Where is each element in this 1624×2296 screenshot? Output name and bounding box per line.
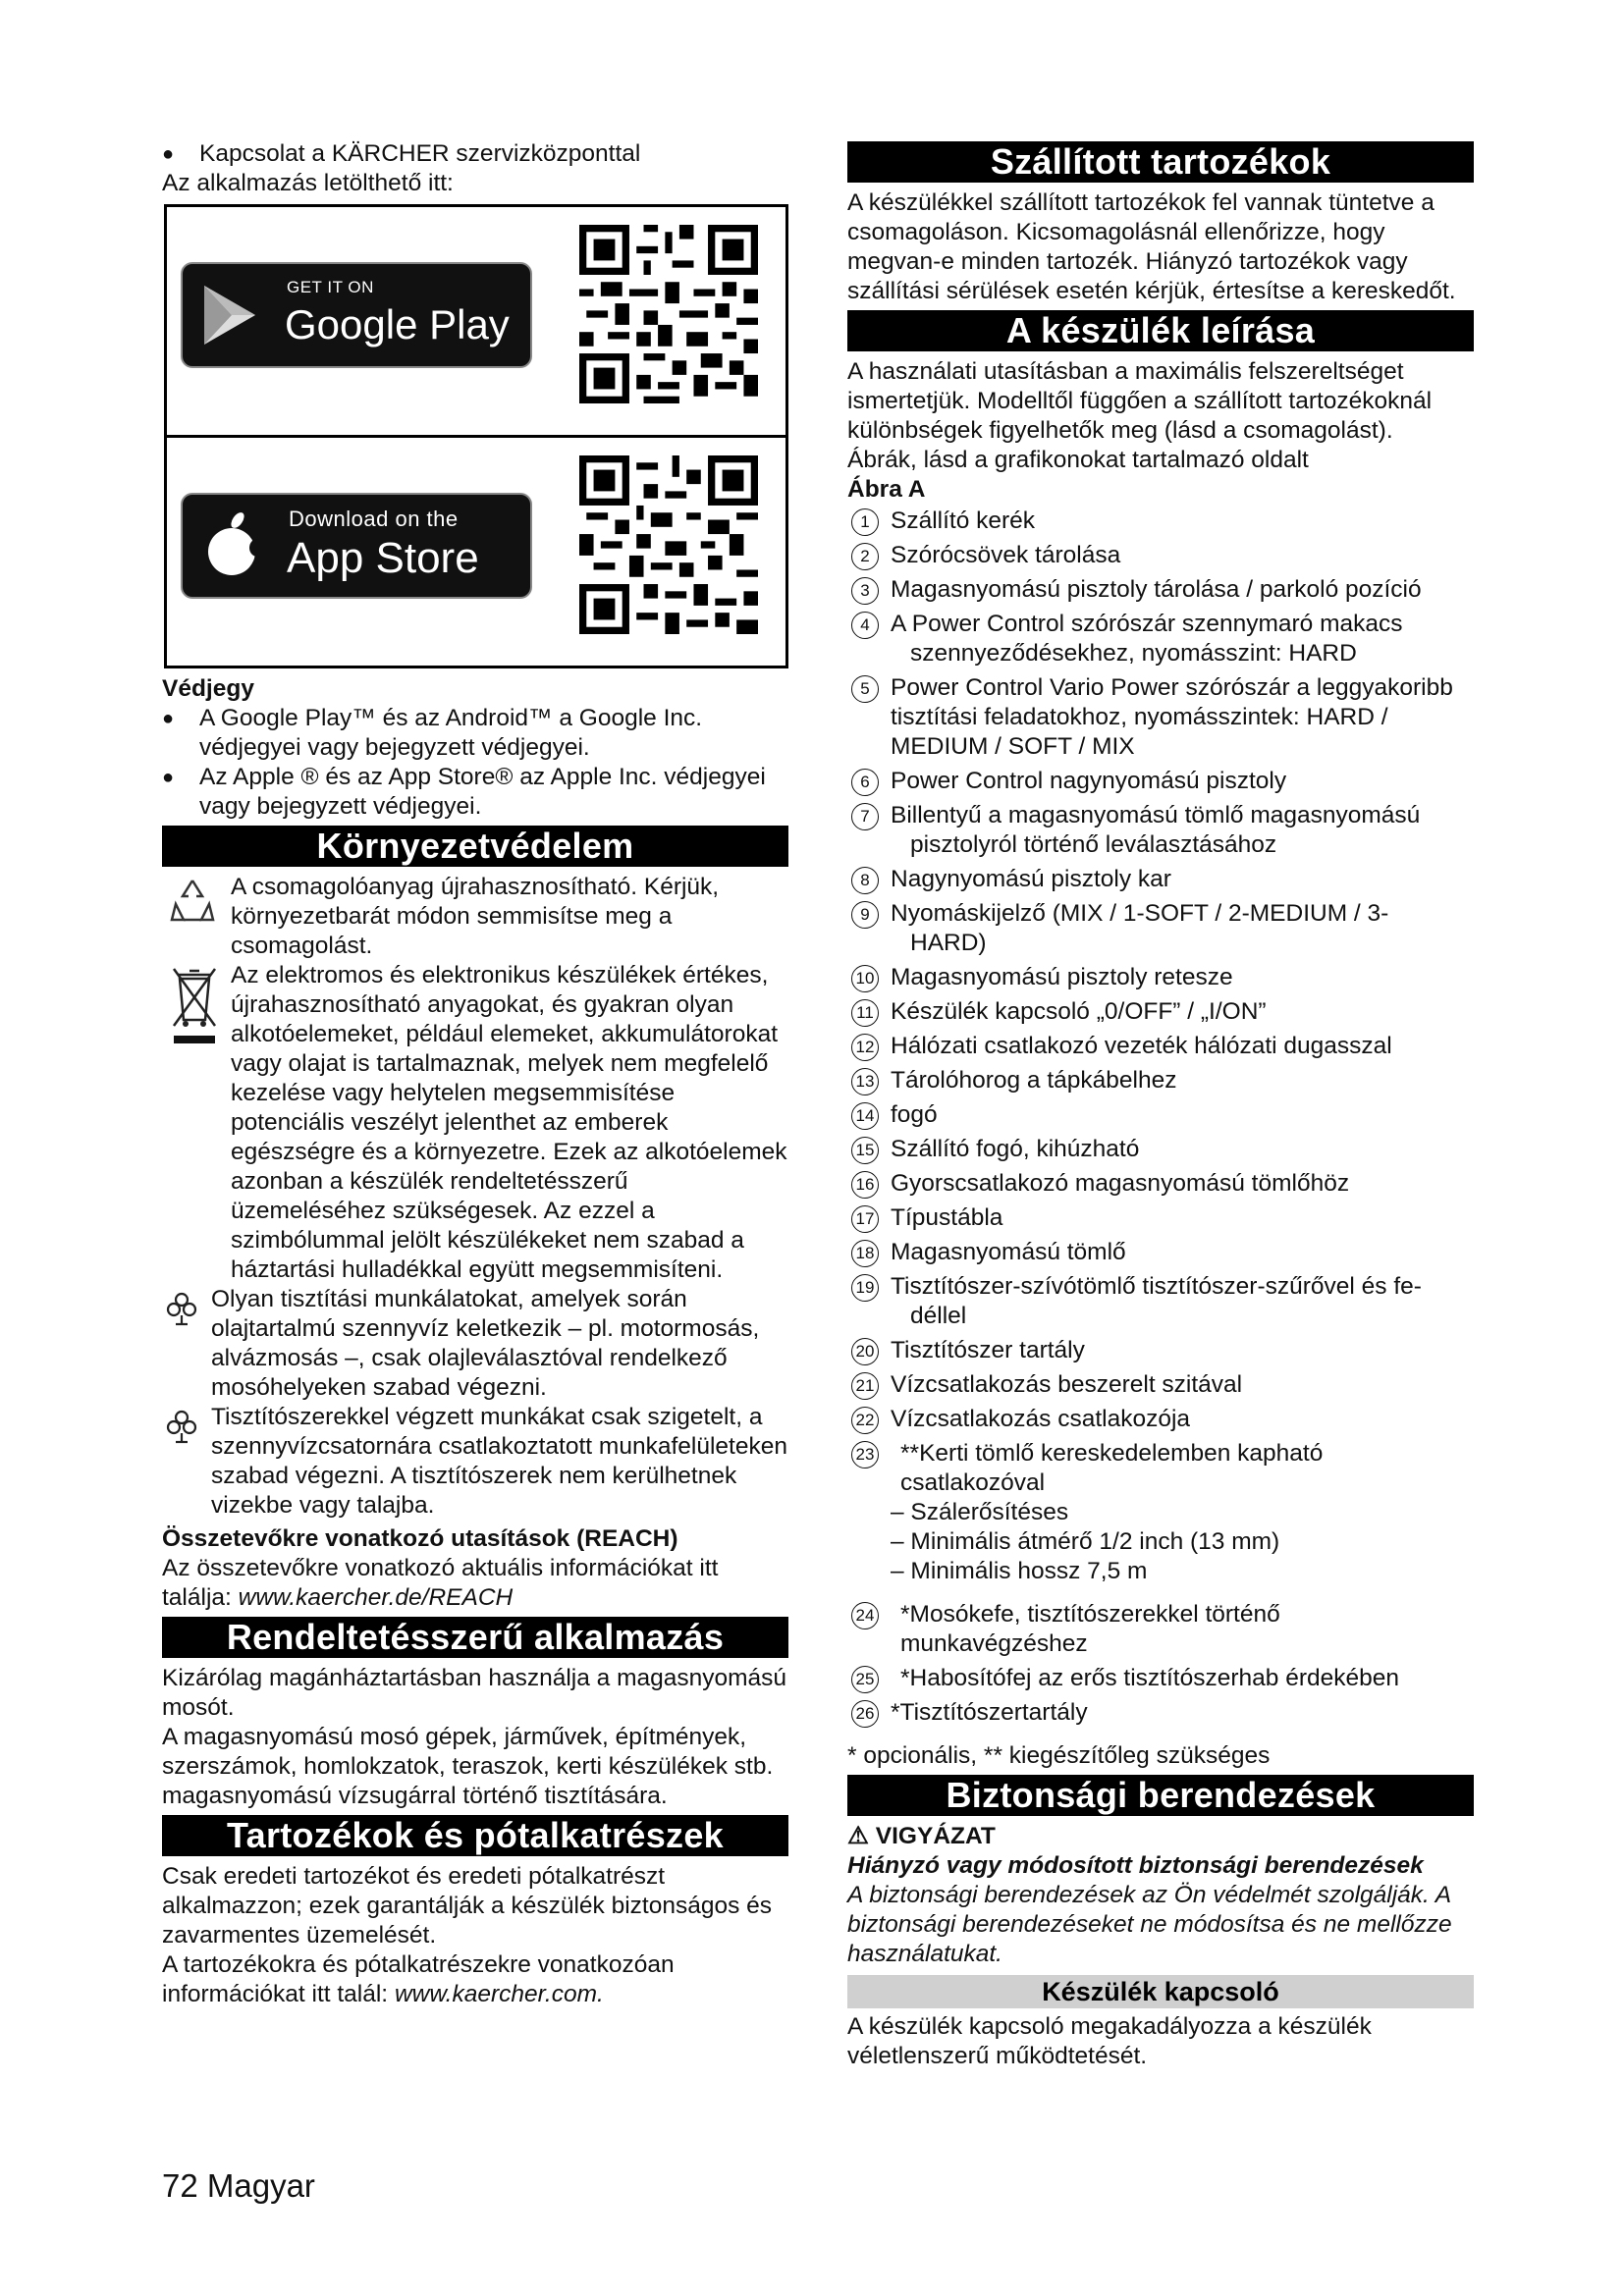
warning-word: VIGYÁZAT [875, 1823, 996, 1849]
item-text: Nyomáskijelző (MIX / 1-SOFT / 2-MEDIUM / 3- [891, 900, 1389, 927]
trademark-bullet-1: ● A Google Play™ és az Android™ a Google Inc. védjegyei vagy bejegyzett védjegyei. [162, 704, 788, 763]
list-item [847, 1169, 1474, 1199]
item-text: Tisztítószer-szívótömlő tisztítószer-szűrővel és fe- [891, 1273, 1422, 1300]
item-number: 14 [851, 1102, 879, 1130]
list-item [847, 801, 1474, 860]
item-text: Power Control nagynyomású pisztoly [891, 768, 1287, 794]
oil-water-icon [166, 1409, 197, 1444]
item-text: *Habosítófej az erős tisztítószerhab érdekében [900, 1665, 1399, 1691]
item-number: 22 [851, 1407, 879, 1434]
env-packaging-para [162, 873, 788, 961]
list-item [847, 767, 1474, 796]
item-text: Gyorscsatlakozó magasnyomású tömlőhöz [891, 1170, 1350, 1197]
accessories-heading: Tartozékok és pótalkatrészek [162, 1815, 788, 1856]
item-number: 7 [851, 803, 879, 830]
list-item [847, 1405, 1474, 1434]
item-number: 18 [851, 1240, 879, 1267]
env-heading: Környezetvédelem [162, 826, 788, 867]
description-text: A használati utasításban a maximális felszereltséget ismertetjük. Modelltől függően a szállított tartozékoknál különbségek figyelhetők meg (lásd a csomagolást). [847, 358, 1433, 444]
google-play-row [167, 207, 785, 435]
item-text: A Power Control szórószár szennymaró makacs [891, 611, 1403, 637]
list-item [847, 1238, 1474, 1267]
item-text: Tisztítószer tartály [891, 1337, 1085, 1363]
item-text: fogó [891, 1101, 938, 1128]
item23-sub-2: – Minimális átmérő 1/2 inch (13 mm) [891, 1528, 1280, 1555]
switch-text: A készülék kapcsoló megakadályozza a készülék véletlenszerű működtetését. [847, 2013, 1372, 2069]
item-number: 17 [851, 1205, 879, 1233]
item-number: 10 [851, 965, 879, 992]
app-store-qr-code [579, 455, 758, 634]
item-text: Vízcsatlakozás beszerelt szitával [891, 1371, 1243, 1398]
description-heading: A készülék leírása [847, 310, 1474, 351]
item-number: 12 [851, 1034, 879, 1061]
oil-water-icon [166, 1291, 197, 1326]
item-text: Hálózati csatlakozó vezeték hálózati dugasszal [891, 1033, 1392, 1059]
item-number: 13 [851, 1068, 879, 1095]
accessories-p2: A tartozékokra és pótalkatrészekre vonatkozóan információkat itt talál: [162, 1951, 675, 2007]
right-column [847, 139, 1474, 2071]
item-text: Szórócsövek tárolása [891, 542, 1121, 568]
item-text: Típustábla [891, 1204, 1003, 1231]
item-text: Szállító fogó, kihúzható [891, 1136, 1140, 1162]
app-store-badge[interactable] [181, 493, 532, 599]
intro-line: Az alkalmazás letölthető itt: [162, 170, 454, 196]
intended-use-heading: Rendeltetésszerű alkalmazás [162, 1617, 788, 1658]
trademark-title: Védjegy [162, 675, 254, 702]
list-item [847, 1135, 1474, 1164]
reach-title: Összetevőkre vonatkozó utasítások (REACH) [162, 1525, 678, 1552]
env-p2-text: Az elektromos és elektronikus készülékek értékes, újrahasznosítható anyagokat, és gyakran olyan alkotóelemeket, például elemeket, akkumulátorokat vagy olajat is tartalmaznak, melyek nem megfelelő kezelése vagy helytelen megsemmisítése potenciális veszélyt jelenthet az emberek egészségre és a környezetre. Ezek az alkotóelemek azonban a készülék rendeltetésszerű üzemeléséhez szükségesek. Az ezzel a szimbólummal jelölt készülékeket nem szabad a háztartási hulladékkal együtt megsemmisíteni. [231, 962, 787, 1283]
item-number: 21 [851, 1372, 879, 1400]
accessories-p1: Csak eredeti tartozékot és eredeti pótalkatrészt alkalmazzon; ezek garantálják a készülék biztonságos és zavarmentes üzemelését. [162, 1863, 773, 1949]
delivery-heading: Szállított tartozékok [847, 141, 1474, 183]
list-item [847, 1698, 1474, 1728]
google-badge-big: Google Play [285, 301, 510, 347]
item-text-cont: HARD) [910, 930, 987, 956]
item-number: 11 [851, 999, 879, 1027]
item-text: Magasnyomású tömlő [891, 1239, 1126, 1265]
item-text: *Mosókefe, tisztítószerekkel történő munkavégzéshez [900, 1601, 1280, 1657]
item-number: 15 [851, 1137, 879, 1164]
safety-heading: Biztonsági berendezések [847, 1775, 1474, 1816]
accessories-link[interactable]: www.kaercher.com. [394, 1981, 604, 2007]
item-text: *Tisztítószertartály [891, 1699, 1088, 1726]
apple-badge-big: App Store [287, 534, 479, 582]
item-number: 19 [851, 1274, 879, 1302]
item-number: 24 [851, 1602, 879, 1629]
google-play-badge[interactable] [181, 262, 532, 368]
list-item [847, 865, 1474, 894]
figure-reference: Ábrák, lásd a grafikonokat tartalmazó oldalt [847, 447, 1309, 473]
item-text: Szállító kerék [891, 507, 1036, 534]
reach-para [162, 1554, 788, 1613]
item-text: Vízcsatlakozás csatlakozója [891, 1406, 1191, 1432]
google-play-icon [200, 284, 259, 347]
app-store-row [167, 435, 785, 666]
item-text-cont: szennyeződésekhez, nyomásszint: HARD [910, 640, 1357, 667]
accessories-para [162, 1950, 788, 2009]
item-number: 25 [851, 1666, 879, 1693]
item-text-cont: déllel [910, 1303, 967, 1329]
list-item [847, 963, 1474, 992]
item23-sub-1: – Szálerősítéses [891, 1499, 1069, 1525]
item-text: Magasnyomású pisztoly retesze [891, 964, 1233, 990]
item-text: Tárolóhorog a tápkábelhez [891, 1067, 1177, 1094]
list-item [847, 1032, 1474, 1061]
intro-bullet: ● Kapcsolat a KÄRCHER szervizközponttal [162, 139, 788, 169]
item-text: Power Control Vario Power szórószár a leggyakoribb tisztítási feladatokhoz, nyomásszintek: HARD / MEDIUM / SOFT / MIX [891, 674, 1453, 760]
apple-icon [204, 512, 259, 577]
env-detergent-para [162, 1403, 788, 1521]
list-item [847, 1664, 1474, 1693]
intended-p1: Kizárólag magánháztartásban használja a magasnyomású mosót. [162, 1665, 787, 1721]
item-text: Készülék kapcsoló „0/OFF” / „I/ON” [891, 998, 1267, 1025]
env-p1-text: A csomagolóanyag újrahasznosítható. Kérjük, környezetbarát módon semmisítse meg a csomagolást. [231, 874, 720, 959]
list-item [847, 1336, 1474, 1365]
list-item [847, 575, 1474, 605]
delivery-text: A készülékkel szállított tartozékok fel vannak tüntetve a csomagoláson. Kicsomagolásnál ellenőrizze, hogy megvan-e minden tartozék. Hiányzó tartozékok vagy szállítási sérülések esetén kérjük, értesítse a kereskedőt. [847, 189, 1456, 304]
item-number: 2 [851, 543, 879, 570]
list-item [847, 673, 1474, 762]
app-store-box [164, 204, 788, 668]
item-number: 16 [851, 1171, 879, 1199]
trademark-bullet-2: ● Az Apple ® és az App Store® az Apple Inc. védjegyei vagy bejegyzett védjegyei. [162, 763, 788, 822]
list-item [847, 507, 1474, 536]
list-item [847, 997, 1474, 1027]
reach-text: Az összetevőkre vonatkozó aktuális információkat itt találja: [162, 1555, 719, 1611]
list-item [847, 1439, 1474, 1498]
env-weee-para [162, 961, 788, 1285]
item-number: 1 [851, 508, 879, 536]
warning-line [847, 1822, 1474, 1851]
item-text: Billentyű a magasnyomású tömlő magasnyomású [891, 802, 1421, 828]
list-item [847, 899, 1474, 958]
env-p4-text: Tisztítószerekkel végzett munkákat csak szigetelt, a szennyvízcsatornára csatlakoztatott munkafelületeken szabad végezni. A tisztítószerek nem kerülhetnek vizekbe vagy talajba. [211, 1404, 787, 1519]
list-item [847, 1066, 1474, 1095]
item-number: 8 [851, 867, 879, 894]
item-text: **Kerti tömlő kereskedelemben kapható csatlakozóval [900, 1440, 1324, 1496]
item-text: Nagynyomású pisztoly kar [891, 866, 1171, 892]
item-text: Magasnyomású pisztoly tárolása / parkoló pozíció [891, 576, 1422, 603]
figure-title: Ábra A [847, 476, 926, 503]
warning-title: Hiányzó vagy módosított biztonsági berendezések [847, 1852, 1424, 1879]
google-qr-code [579, 225, 758, 403]
list-item [847, 541, 1474, 570]
list-item [847, 1203, 1474, 1233]
item-number: 6 [851, 769, 879, 796]
reach-link[interactable]: www.kaercher.de/REACH [238, 1584, 514, 1611]
part-list [847, 507, 1474, 1728]
item-number: 3 [851, 577, 879, 605]
env-p3-text: Olyan tisztítási munkálatokat, amelyek során olajtartalmú szennyvíz keletkezik – pl. motormosás, alvázmosás –, csak olajleválasztóval rendelkező mosóhelyeken szabad végezni. [211, 1286, 760, 1401]
page-footer: 72 Magyar [162, 2167, 315, 2204]
warning-text: A biztonsági berendezések az Ön védelmét szolgálják. A biztonsági berendezéseket ne módosítsa és ne mellőzze használatukat. [847, 1882, 1452, 1967]
list-item [847, 1100, 1474, 1130]
intended-p2: A magasnyomású mosó gépek, járművek, építmények, szerszámok, homlokzatok, teraszok, kerti készülékek stb. magasnyomású vízsugárral történő tisztítására. [162, 1724, 774, 1809]
item-number: 9 [851, 901, 879, 929]
list-item [847, 610, 1474, 668]
recycle-icon [170, 877, 215, 926]
list-item [847, 1600, 1474, 1659]
item-number: 4 [851, 612, 879, 639]
google-badge-small: GET IT ON [287, 278, 374, 296]
item-number: 5 [851, 675, 879, 703]
item-text-cont: pisztolyról történő leválasztásához [910, 831, 1277, 858]
item23-sub-3: – Minimális hossz 7,5 m [891, 1558, 1148, 1584]
item-number: 23 [851, 1441, 879, 1468]
switch-subheading: Készülék kapcsoló [847, 1975, 1474, 2008]
list-item [847, 1370, 1474, 1400]
footnote: * opcionális, ** kiegészítőleg szükséges [847, 1742, 1271, 1769]
left-column [162, 139, 788, 2009]
warning-icon: ⚠ [847, 1823, 869, 1849]
env-oil-para [162, 1285, 788, 1403]
item-number: 26 [851, 1700, 879, 1728]
item-number: 20 [851, 1338, 879, 1365]
list-item [847, 1272, 1474, 1331]
weee-bin-icon [170, 965, 219, 1047]
apple-badge-small: Download on the [289, 507, 459, 531]
